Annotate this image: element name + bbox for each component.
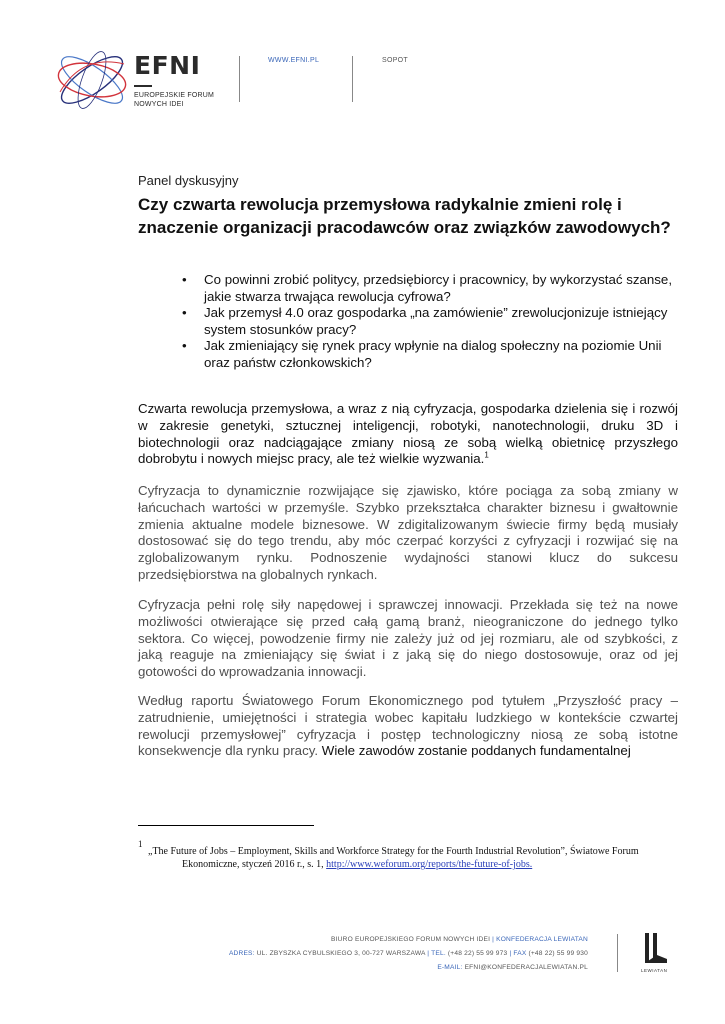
footnote-separator xyxy=(138,825,314,826)
header-divider-1 xyxy=(239,56,240,102)
footnote-line-2 xyxy=(182,858,532,871)
question-text: Co powinni zrobić politycy, przedsiębiorcy i pracownicy, by wykorzystać szanse, jakie stwarza trwająca rewolucja cyfrowa? xyxy=(204,272,673,304)
brand-name: EFNI xyxy=(134,51,201,80)
fax-value: (+48 22) 55 99 930 xyxy=(526,950,588,957)
bullet-icon: • xyxy=(182,305,187,320)
panel-label: Panel dyskusyjny xyxy=(138,173,239,188)
footer-separator: | xyxy=(490,936,497,943)
question-text: Jak przemysł 4.0 oraz gospodarka „na zamówienie” zrewolucjonizuje istniejący system stosunków pracy? xyxy=(204,305,668,337)
address-label: ADRES: xyxy=(228,950,255,957)
header-city: SOPOT xyxy=(382,57,409,64)
tel-label: TEL. xyxy=(431,950,446,957)
email-label: E-MAIL: xyxy=(437,964,463,971)
footer-divider xyxy=(617,934,618,972)
footer-office: BIURO EUROPEJSKIEGO FORUM NOWYCH IDEI xyxy=(331,936,491,943)
lewiatan-logo-icon xyxy=(641,931,671,971)
footnote-reference[interactable]: 1 xyxy=(484,450,489,460)
list-item xyxy=(182,338,678,371)
footer-email-line xyxy=(437,964,588,971)
footer-separator: | xyxy=(425,950,432,957)
list-item xyxy=(182,272,678,305)
website-link[interactable]: WWW.EFNI.PL xyxy=(268,57,320,64)
bullet-icon: • xyxy=(182,272,187,287)
brand-subtitle-line1: EUROPEJSKIE FORUM xyxy=(134,92,215,99)
bullet-icon: • xyxy=(182,338,187,353)
address-value: UL. ZBYSZKA CYBULSKIEGO 3, 00-727 WARSZAWA xyxy=(254,950,426,957)
footnote-link[interactable]: http://www.weforum.org/reports/the-future-of-jobs. xyxy=(326,859,533,870)
paragraph-4-continuation: Wiele zawodów zostanie poddanych fundamentalnej xyxy=(321,743,631,759)
question-list xyxy=(182,272,678,371)
tel-value: (+48 22) 55 99 973 xyxy=(445,950,508,957)
fax-label: FAX xyxy=(513,950,527,957)
footer-contact-line xyxy=(229,950,588,957)
header-divider-2 xyxy=(352,56,353,102)
footer-separator: | xyxy=(507,950,514,957)
email-link[interactable]: EFNI@KONFEDERACJALEWIATAN.PL xyxy=(462,964,588,971)
footnote-line-1: „The Future of Jobs – Employment, Skills and Workforce Strategy for the Fourth Industrial Revolution”, Światowe Forum xyxy=(148,846,639,857)
brand-block xyxy=(134,52,214,109)
brand-subtitle-line2: NOWYCH IDEI xyxy=(134,101,184,108)
panel-title: Czy czwarta rewolucja przemysłowa radykalnie zmieni rolę i znaczenie organizacji pracodawców oraz związków zawodowych? xyxy=(138,195,671,237)
paragraph-1-text: Czwarta rewolucja przemysłowa, a wraz z nią cyfryzacja, gospodarka dzielenia się i rozwój w zakresie genetyki, sztucznej inteligencji, robotyki, nanotechnologii, druku 3D i biotechnologii oraz nadciągające zmiany niosą ze sobą wielką obietnicę przyszłego dobrobytu i nowych miejsc pracy, ale też wielkie wyzwania. xyxy=(138,401,678,467)
paragraph-1 xyxy=(138,401,678,468)
lewiatan-wordmark: LEWIATAN xyxy=(641,968,668,973)
paragraph-2: Cyfryzacja to dynamicznie rozwijające się zjawisko, które pociąga za sobą zmiany w łańcuchach wartości w przemyśle. Szybko przekształca charakter biznesu i gwałtownie zmienia aktualne modele biznesowe. W zdigitalizowanym świecie firmy będą musiały dostosować się do tego trendu, aby móc czerpać korzyści z cyfryzacji i rozwijać się na zglobalizowanym rynku. Podnoszenie wydajności stanowi klucz do sukcesu przedsiębiorstwa na globalnych rynkach. xyxy=(138,483,678,582)
question-text: Jak zmieniający się rynek pracy wpłynie na dialog społeczny na poziomie Unii oraz państw członkowskich? xyxy=(204,338,662,370)
paragraph-4-text: Według raportu Światowego Forum Ekonomicznego pod tytułem „Przyszłość pracy – zatrudnienie, umiejętności i strategia wobec kapitału ludzkiego w kontekście czwartej rewolucji przemysłowej” cyfryzacja i postęp technologiczny niosą ze sobą istotne konsekwencje dla rynku pracy. xyxy=(138,693,678,759)
footnote-number: 1 xyxy=(138,839,143,849)
footer-confederation: KONFEDERACJA LEWIATAN xyxy=(496,936,588,943)
efni-logo-icon xyxy=(52,44,142,116)
list-item xyxy=(182,305,678,338)
footnote-line-2-text: Ekonomiczne, styczeń 2016 r., s. 1, xyxy=(182,859,327,870)
paragraph-3: Cyfryzacja pełni rolę siły napędowej i sprawczej innowacji. Przekłada się też na nowe możliwości otwierające się przed całą gamą branż, nieograniczone do jednego tylko sektora. Co więcej, powodzenie firmy nie zależy już od jej rozmiaru, ale od szybkości, z jaką reaguje na zmieniający się świat i z jaką się do niego dostosowuje, oraz od jej gotowości do wprowadzania innowacji. xyxy=(138,597,678,680)
paragraph-4 xyxy=(138,693,678,760)
footer-office-line xyxy=(331,936,588,943)
brand-divider xyxy=(134,85,152,87)
